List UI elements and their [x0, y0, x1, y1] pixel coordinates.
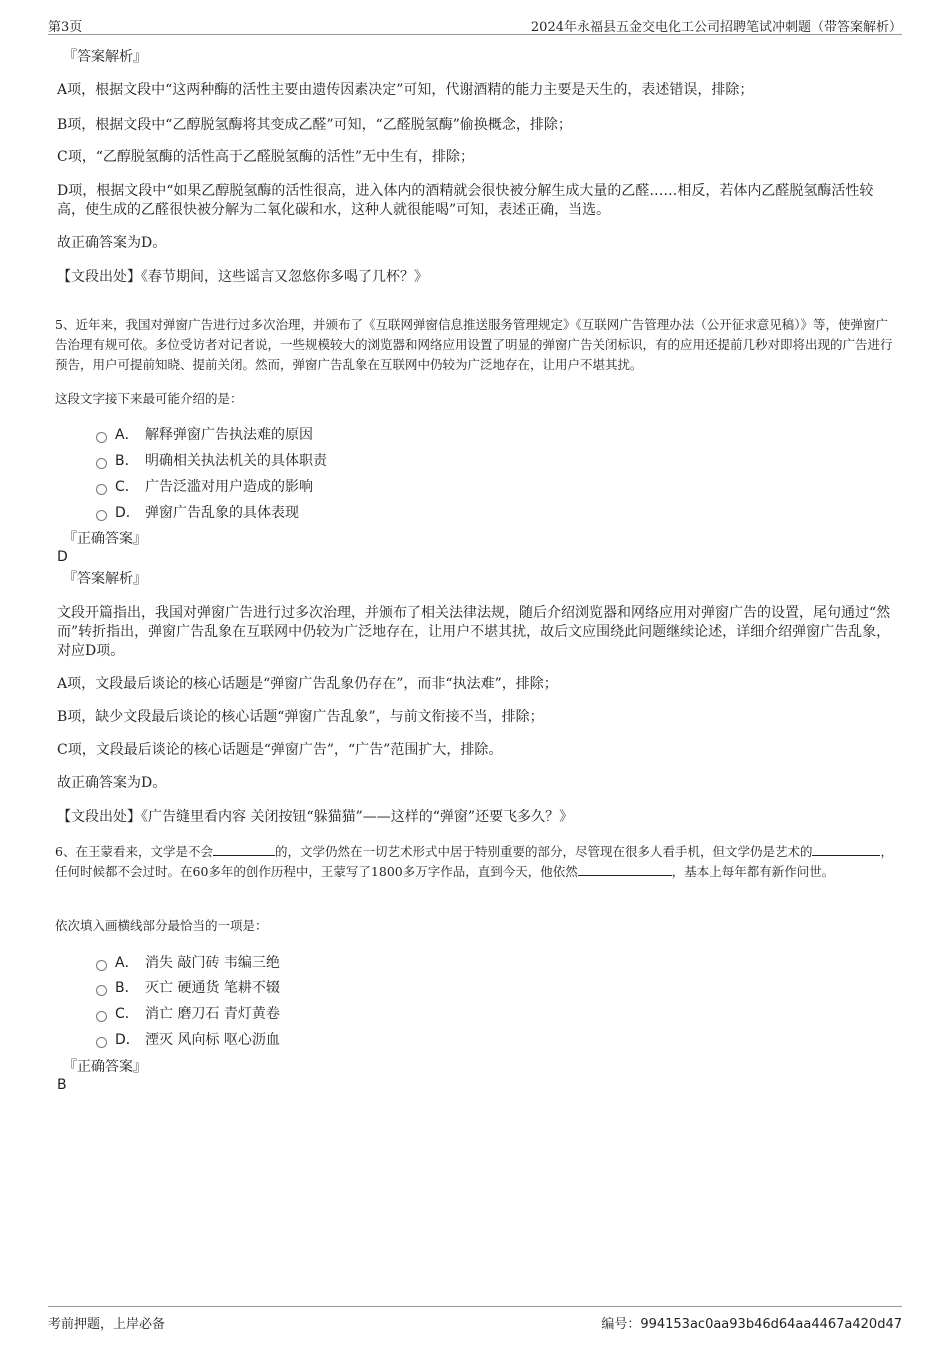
- analysis-conclusion: 故正确答案为D。: [57, 775, 167, 791]
- source-citation: 【文段出处】《春节期间，这些谣言又忽悠你多喝了几杯？》: [57, 269, 428, 285]
- question-5-option-d[interactable]: D． 弹窗广告乱象的具体表现: [96, 502, 299, 522]
- radio-icon[interactable]: [96, 960, 107, 971]
- radio-icon[interactable]: [96, 432, 107, 443]
- radio-icon[interactable]: [96, 985, 107, 996]
- analysis-conclusion: 故正确答案为D。: [57, 235, 167, 251]
- source-citation: 【文段出处】《广告缝里看内容 关闭按钮“躲猫猫”——这样的“弹窗”还要飞多久？》: [57, 809, 574, 825]
- fill-blank-3[interactable]: [578, 863, 672, 876]
- question-6-option-c[interactable]: C． 消亡 磨刀石 青灯黄卷: [96, 1003, 280, 1023]
- analysis-label: 『答案解析』: [63, 49, 147, 65]
- document-title: 2024年永福县五金交电化工公司招聘笔试冲刺题（带答案解析）: [530, 20, 902, 35]
- radio-icon[interactable]: [96, 510, 107, 521]
- footer-slogan: 考前押题，上岸必备: [48, 1317, 166, 1332]
- question-6-option-d[interactable]: D． 湮灭 风向标 呕心沥血: [96, 1029, 280, 1049]
- question-5-option-b[interactable]: B． 明确相关执法机关的具体职责: [96, 450, 327, 470]
- radio-icon[interactable]: [96, 1037, 107, 1048]
- correct-answer: D: [57, 549, 68, 565]
- fill-blank-1[interactable]: [213, 843, 275, 856]
- question-6-stem: 6、在王蒙看来，文学是不会 的，文学仍然在一切艺术形式中居于特别重要的部分，尽管现在很多人看手机，但文学仍是艺术的 ，任何时候都不会过时。在60多年的创作历程中，王蒙写了1800多万字作品，直到今天，他依然 ，基本上每年都有新作问世。: [55, 844, 893, 879]
- analysis-label: 『答案解析』: [63, 571, 147, 587]
- analysis-body: 文段开篇指出，我国对弹窗广告进行过多次治理，并颁布了相关法律法规，随后介绍浏览器和网络应用对弹窗广告的设置，尾句通过“然而”转折指出，弹窗广告乱象在互联网中仍较为广泛地存在，让用户不堪其扰，故后文应围绕此问题继续论述，详细介绍弹窗广告乱象，对应D项。: [57, 605, 891, 659]
- radio-icon[interactable]: [96, 458, 107, 469]
- question-6-option-b[interactable]: B． 灭亡 硬通货 笔耕不辍: [96, 977, 280, 997]
- fill-blank-2[interactable]: [812, 843, 880, 856]
- correct-answer-label: 『正确答案』: [63, 531, 147, 547]
- radio-icon[interactable]: [96, 484, 107, 495]
- question-5-option-a[interactable]: A． 解释弹窗广告执法难的原因: [96, 424, 313, 444]
- question-6-prompt: 依次填入画横线部分最恰当的一项是：: [55, 918, 268, 933]
- analysis-option-c: C项，文段最后谈论的核心话题是“弹窗广告”，“广告”范围扩大，排除。: [57, 742, 503, 758]
- correct-answer: B: [57, 1077, 67, 1093]
- question-5-prompt: 这段文字接下来最可能介绍的是：: [55, 391, 243, 406]
- question-5-stem: 5、近年来，我国对弹窗广告进行过多次治理，并颁布了《互联网弹窗信息推送服务管理规定》《互联网广告管理办法（公开征求意见稿）》等，使弹窗广告治理有规可依。多位受访者对记者说，一些规模较大的浏览器和网络应用设置了明显的弹窗广告关闭标识，有的应用还提前几秒对即将出现的广告进行预告，用户可提前知晓、提前关闭。然而，弹窗广告乱象在互联网中仍较为广泛地存在，让用户不堪其扰。: [55, 317, 893, 372]
- analysis-option-a: A项，根据文段中“这两种酶的活性主要由遗传因素决定”可知，代谢酒精的能力主要是天生的，表述错误，排除；: [57, 82, 754, 98]
- analysis-option-b: B项，根据文段中“乙醇脱氢酶将其变成乙醛”可知，“乙醛脱氢酶”偷换概念，排除；: [57, 117, 572, 133]
- page-header: [48, 14, 902, 35]
- page-footer: [48, 1306, 902, 1331]
- correct-answer-label: 『正确答案』: [63, 1059, 147, 1075]
- document-code: 编号：994153ac0aa93b46d64aa4467a420d47: [601, 1317, 902, 1332]
- question-6-option-a[interactable]: A． 消失 敲门砖 韦编三绝: [96, 952, 280, 972]
- analysis-option-a: A项，文段最后谈论的核心话题是“弹窗广告乱象仍存在”，而非“执法难”，排除；: [57, 676, 558, 692]
- analysis-option-c: C项，“乙醇脱氢酶的活性高于乙醛脱氢酶的活性”无中生有，排除；: [57, 149, 475, 165]
- radio-icon[interactable]: [96, 1011, 107, 1022]
- page-number: 第3页: [48, 20, 83, 35]
- analysis-option-b: B项，缺少文段最后谈论的核心话题“弹窗广告乱象”，与前文衔接不当，排除；: [57, 709, 544, 725]
- question-5-option-c[interactable]: C． 广告泛滥对用户造成的影响: [96, 476, 313, 496]
- analysis-option-d: D项，根据文段中“如果乙醇脱氢酶的活性很高，进入体内的酒精就会很快被分解生成大量的乙醛……相反，若体内乙醛脱氢酶活性较高，使生成的乙醛很快被分解为二氧化碳和水，这种人就很能喝”可知，表述正确，当选。: [57, 183, 874, 218]
